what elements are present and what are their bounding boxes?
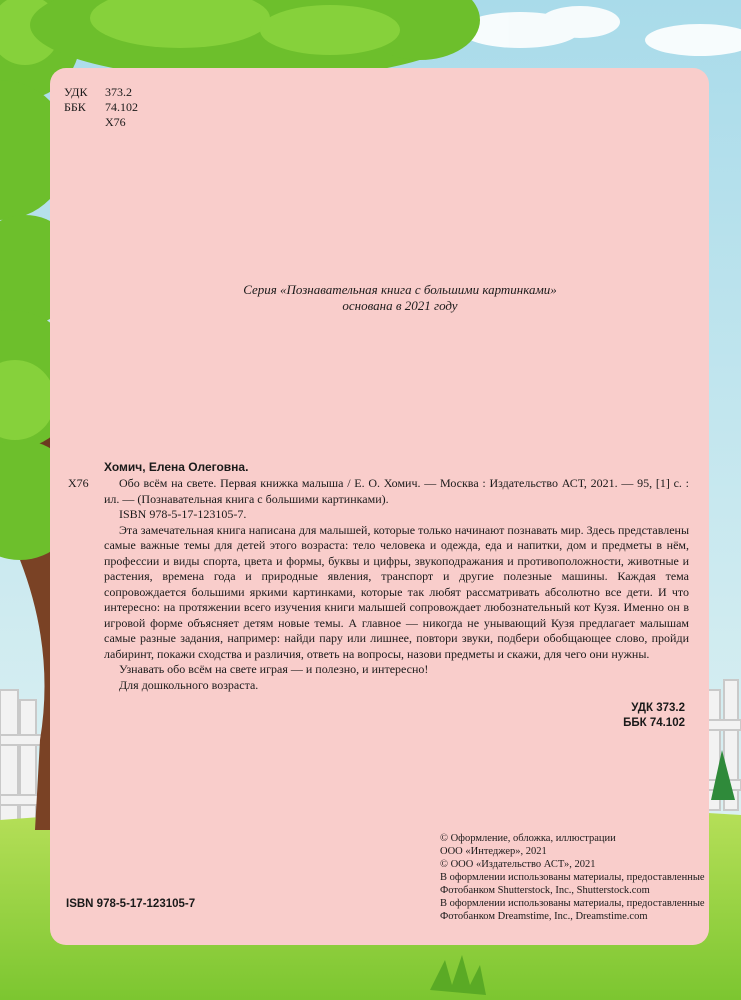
annotation: Эта замечательная книга написана для малышей, которые только начинают познавать мир. Здесь представлены самые важные темы для детей этого возраста: тело человека и одежда, еда и напитки, дом и предметы в нём, профессии и виды спорта, цвета и формы, буквы и цифры, звукоподражания и противоположности, животные и растения, времена года и природные явления, транспорт и другие полезные машины. Каждая тема сопровождается большими яркими картинками, которые так любят рассматривать абсолютно все дети. И что интересно: на протяжении всего изучения книги малышей сопровождает любознательный кот Кузя. Именно он в игровой форме объясняет детям новые темы. А главное — никогда не унывающий Кузя предлагает малышам самые разные задания, например: найди пару или лишнее, повтори звуки, подбери обобщающее слово, пройди лабиринт, покажи сходства и различия, ответь на вопросы, назови предметы и скажи, для чего они нужны. xyxy=(104,522,689,661)
copyright-line: Фотобанком Shutterstock, Inc., Shutterstock.com xyxy=(440,885,650,896)
code-value: Х76 xyxy=(105,115,126,129)
classification-codes-top xyxy=(64,85,138,130)
copyright-line: В оформлении использованы материалы, предоставленные xyxy=(440,872,705,883)
copyright-line: © Оформление, обложка, иллюстрации xyxy=(440,833,616,844)
copyright-line: Фотобанком Dreamstime, Inc., Dreamstime.com xyxy=(440,911,648,922)
bbk-code: ББК 74.102 xyxy=(623,717,685,729)
copyright-block xyxy=(440,832,710,923)
age-rating: Для дошкольного возраста. xyxy=(119,677,259,692)
code-value: 74.102 xyxy=(105,100,138,114)
classification-codes-bottom xyxy=(560,701,685,731)
code-key xyxy=(64,115,105,130)
copyright-line: © ООО «Издательство АСТ», 2021 xyxy=(440,859,596,870)
isbn-footer: ISBN 978-5-17-123105-7 xyxy=(66,898,196,910)
code-key: ББК xyxy=(64,100,86,114)
author-heading: Хомич, Елена Олеговна. xyxy=(104,460,249,474)
slogan: Узнавать обо всём на свете играя — и полезно, и интересно! xyxy=(119,662,429,676)
series-founded: основана в 2021 году xyxy=(342,298,458,313)
copyright-line: ООО «Интеджер», 2021 xyxy=(440,846,547,857)
author-mark-row xyxy=(64,115,138,130)
bib-description: Обо всём на свете. Первая книжка малыша / Е. О. Хомич. — Москва : Издательство АСТ, 2021. — 95, [1] с. : ил. — (Познавательная книга с большими картинками). xyxy=(104,476,689,506)
udk-row xyxy=(64,85,138,100)
bib-isbn: ISBN 978-5-17-123105-7. xyxy=(119,507,247,521)
code-key: УДК xyxy=(64,85,88,99)
bibliographic-record xyxy=(104,476,689,693)
copyright-line: В оформлении использованы материалы, предоставленные xyxy=(440,898,705,909)
series-note xyxy=(120,282,680,314)
series-title: Серия «Познавательная книга с большими картинками» xyxy=(243,282,557,297)
udk-code: УДК 373.2 xyxy=(631,702,685,714)
author-mark: Х76 xyxy=(68,476,89,490)
code-value: 373.2 xyxy=(105,85,132,99)
bbk-row xyxy=(64,100,138,115)
